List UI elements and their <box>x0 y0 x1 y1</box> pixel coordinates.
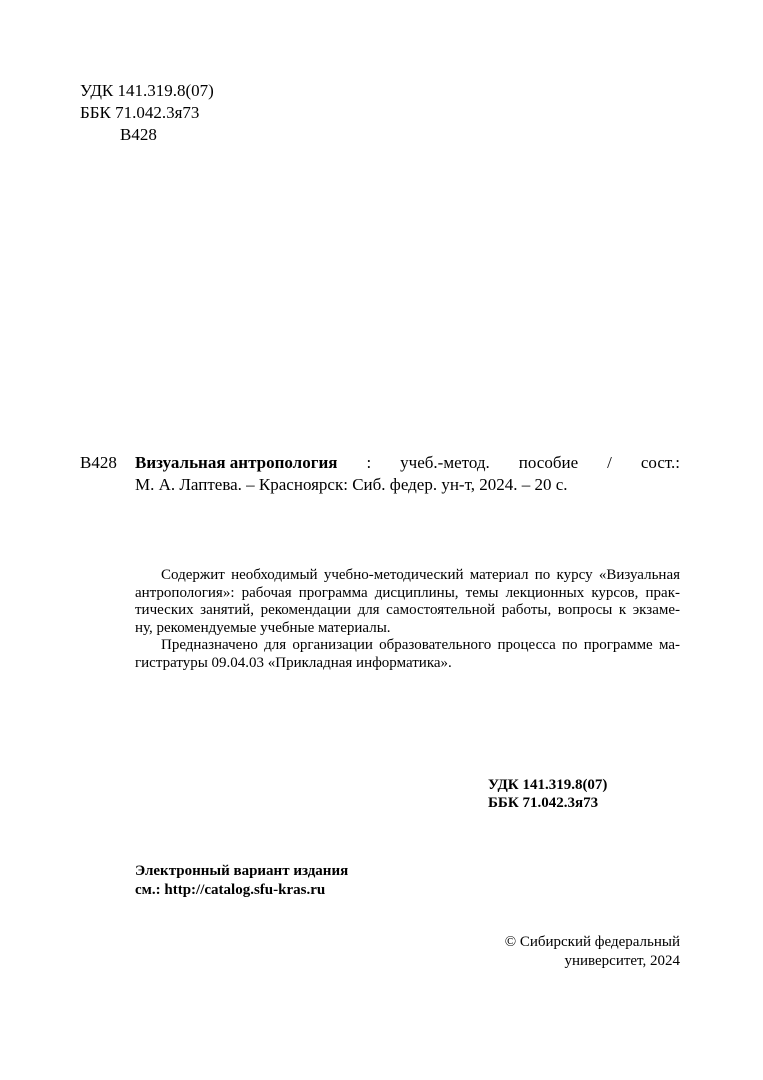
annotation-line: Содержит необходимый учебно-методический материал по курсу «Визуальная <box>161 567 680 583</box>
biblio-word: : <box>366 453 372 472</box>
annotation-line: тических занятий, рекомендации для самостоятельной работы, вопросы к экзаме- <box>135 602 680 618</box>
bibliographic-line-2: М. А. Лаптева. – Красноярск: Сиб. федер. ун-т, 2024. – 20 с. <box>135 475 568 494</box>
catalog-link: см.: http://catalog.sfu-kras.ru <box>135 882 326 898</box>
biblio-word: / <box>607 453 612 472</box>
entry-cipher: В428 <box>80 453 117 472</box>
top-classification-codes <box>80 80 214 146</box>
bibliographic-entry <box>135 452 680 496</box>
author-cipher: В428 <box>120 125 157 144</box>
biblio-word: сост.: <box>640 453 680 472</box>
bbk-code: ББК 71.042.3я73 <box>80 103 200 122</box>
bottom-classification-codes <box>488 776 607 812</box>
annotation-line: Предназначено для организации образовательного процесса по программе ма- <box>161 637 680 653</box>
bibliographic-line-1 <box>135 452 680 474</box>
electronic-edition-note <box>135 862 348 900</box>
copyright-line-2: университет, 2024 <box>564 953 680 969</box>
bbk-code-bottom: ББК 71.042.3я73 <box>488 795 599 811</box>
biblio-word: пособие <box>518 453 579 472</box>
annotation-line: антропология»: рабочая программа дисциплины, темы лекционных курсов, прак- <box>135 584 680 601</box>
biblio-word: учеб.-метод. <box>400 453 490 472</box>
annotation <box>135 567 680 672</box>
electronic-edition-label: Электронный вариант издания <box>135 863 349 879</box>
copyright-line-1: © Сибирский федеральный <box>504 934 680 950</box>
copyright-notice <box>505 933 680 971</box>
annotation-line: ну, рекомендуемые учебные материалы. <box>135 619 391 636</box>
annotation-line: гистратуры 09.04.03 «Прикладная информатика». <box>135 654 452 671</box>
udk-code: УДК 141.319.8(07) <box>80 81 214 100</box>
book-title: Визуальная антропология <box>135 453 338 472</box>
udk-code-bottom: УДК 141.319.8(07) <box>488 777 608 793</box>
